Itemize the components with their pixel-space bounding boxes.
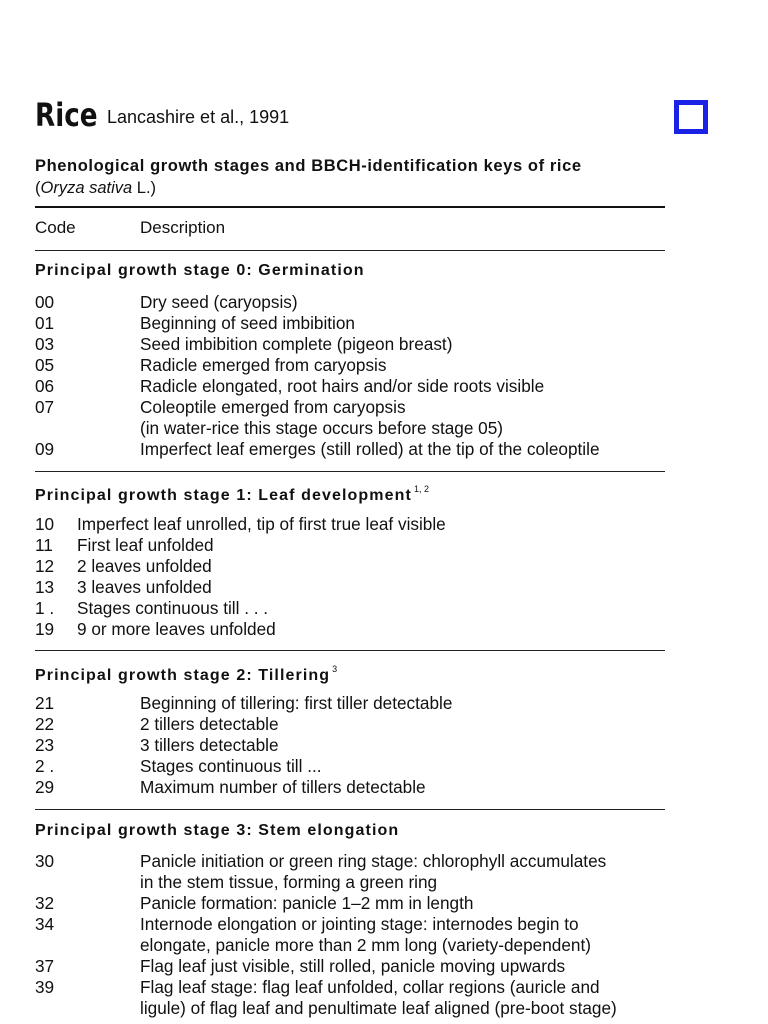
table-row [35, 577, 665, 598]
table-row [35, 535, 665, 556]
stage-code: 13 [35, 577, 55, 597]
table-row [35, 619, 665, 640]
stage-description: Coleoptile emerged from caryopsis (in water-rice this stage occurs before stage 05) [140, 397, 504, 438]
stage-description: Panicle initiation or green ring stage: chlorophyll accumulates in the stem tissue, forming a green ring [140, 851, 607, 892]
subtitle [35, 155, 582, 199]
table-row [35, 756, 665, 777]
stage-code: 22 [35, 714, 55, 734]
stage-heading-text: Principal growth stage 2: Tillering [35, 667, 331, 684]
stage-code: 37 [35, 956, 55, 976]
stage-heading [35, 822, 399, 840]
table-row [35, 376, 665, 397]
stage-code: 11 [35, 535, 53, 555]
subtitle-heading: Phenological growth stages and BBCH-identification keys of rice [35, 157, 582, 175]
stage-description: Maximum number of tillers detectable [140, 777, 426, 797]
divider [35, 250, 665, 251]
stage-heading-text: Principal growth stage 0: Germination [35, 262, 365, 279]
stage-code: 10 [35, 514, 55, 534]
divider [35, 206, 665, 208]
table-row [35, 851, 665, 893]
table-row [35, 977, 665, 1019]
table-row [35, 693, 665, 714]
table-row [35, 777, 665, 798]
footnote-reference: 3 [332, 664, 338, 674]
stage-rows [35, 851, 665, 1019]
stage-code: 39 [35, 977, 55, 997]
species-name: Oryza sativa [40, 179, 133, 197]
stage-description: First leaf unfolded [77, 535, 214, 555]
stage-heading [35, 484, 429, 505]
stage-code: 07 [35, 397, 55, 417]
stage-description: 3 tillers detectable [140, 735, 279, 755]
stage-rows [35, 292, 665, 460]
divider [35, 650, 665, 651]
stage-description: 9 or more leaves unfolded [77, 619, 276, 639]
stage-code: 2 . [35, 756, 55, 776]
table-row [35, 397, 665, 439]
table-row [35, 313, 665, 334]
stage-description: 2 tillers detectable [140, 714, 279, 734]
stage-description: Beginning of seed imbibition [140, 313, 355, 333]
divider [35, 809, 665, 810]
stage-heading-text: Principal growth stage 3: Stem elongation [35, 822, 400, 839]
table-header [35, 218, 665, 238]
stage-code: 23 [35, 735, 55, 755]
table-row [35, 956, 665, 977]
stage-description: Panicle formation: panicle 1–2 mm in length [140, 893, 474, 913]
stage-code: 09 [35, 439, 55, 459]
stage-code: 21 [35, 693, 55, 713]
description-column-header: Description [140, 218, 226, 237]
title-row [35, 96, 289, 134]
stage-description: Internode elongation or jointing stage: internodes begin to elongate, panicle more than 2 mm long (variety-dependent) [140, 914, 591, 955]
species-open-paren: ( [35, 179, 41, 197]
table-row [35, 355, 665, 376]
stage-code: 00 [35, 292, 55, 312]
stage-code: 05 [35, 355, 55, 375]
table-row [35, 893, 665, 914]
subtitle-species-line [35, 177, 582, 199]
stage-description: Radicle elongated, root hairs and/or side roots visible [140, 376, 545, 396]
author-citation: Lancashire et al., 1991 [107, 107, 290, 127]
table-row [35, 514, 665, 535]
stage-code: 30 [35, 851, 55, 871]
stage-code: 34 [35, 914, 55, 934]
stage-description: Beginning of tillering: first tiller detectable [140, 693, 453, 713]
stage-description: Dry seed (caryopsis) [140, 292, 298, 312]
divider [35, 471, 665, 472]
table-row [35, 292, 665, 313]
stage-description: Stages continuous till ... [140, 756, 322, 776]
stage-heading [35, 262, 365, 280]
stage-code: 19 [35, 619, 55, 639]
stage-description: Imperfect leaf emerges (still rolled) at the tip of the coleoptile [140, 439, 600, 459]
footnote-reference: 1, 2 [413, 484, 429, 494]
stage-description: Imperfect leaf unrolled, tip of first true leaf visible [77, 514, 446, 534]
table-row [35, 914, 665, 956]
stage-description: Flag leaf stage: flag leaf unfolded, collar regions (auricle and ligule) of flag leaf and penultimate leaf aligned (pre-boot stage) [140, 977, 617, 1018]
stage-code: 29 [35, 777, 55, 797]
table-row [35, 556, 665, 577]
table-row [35, 714, 665, 735]
stage-code: 01 [35, 313, 55, 333]
stage-description: Stages continuous till . . . [77, 598, 269, 618]
species-authority: L.) [132, 179, 157, 197]
stage-description: 3 leaves unfolded [77, 577, 212, 597]
stage-code: 06 [35, 376, 55, 396]
stage-code: 12 [35, 556, 55, 576]
stage-rows [35, 514, 665, 640]
stage-heading [35, 664, 337, 685]
stage-heading-text: Principal growth stage 1: Leaf development [35, 487, 412, 504]
stage-description: 2 leaves unfolded [77, 556, 212, 576]
table-row [35, 598, 665, 619]
stage-description: Seed imbibition complete (pigeon breast) [140, 334, 453, 354]
section-marker-icon [674, 100, 708, 134]
stage-description: Flag leaf just visible, still rolled, panicle moving upwards [140, 956, 566, 976]
stage-code: 03 [35, 334, 55, 354]
stage-code: 32 [35, 893, 55, 913]
table-row [35, 735, 665, 756]
stage-code: 1 . [35, 598, 55, 618]
page-title: Rice [35, 96, 98, 134]
table-row [35, 439, 665, 460]
code-column-header: Code [35, 218, 76, 237]
table-row [35, 334, 665, 355]
stage-description: Radicle emerged from caryopsis [140, 355, 387, 375]
stage-rows [35, 693, 665, 798]
